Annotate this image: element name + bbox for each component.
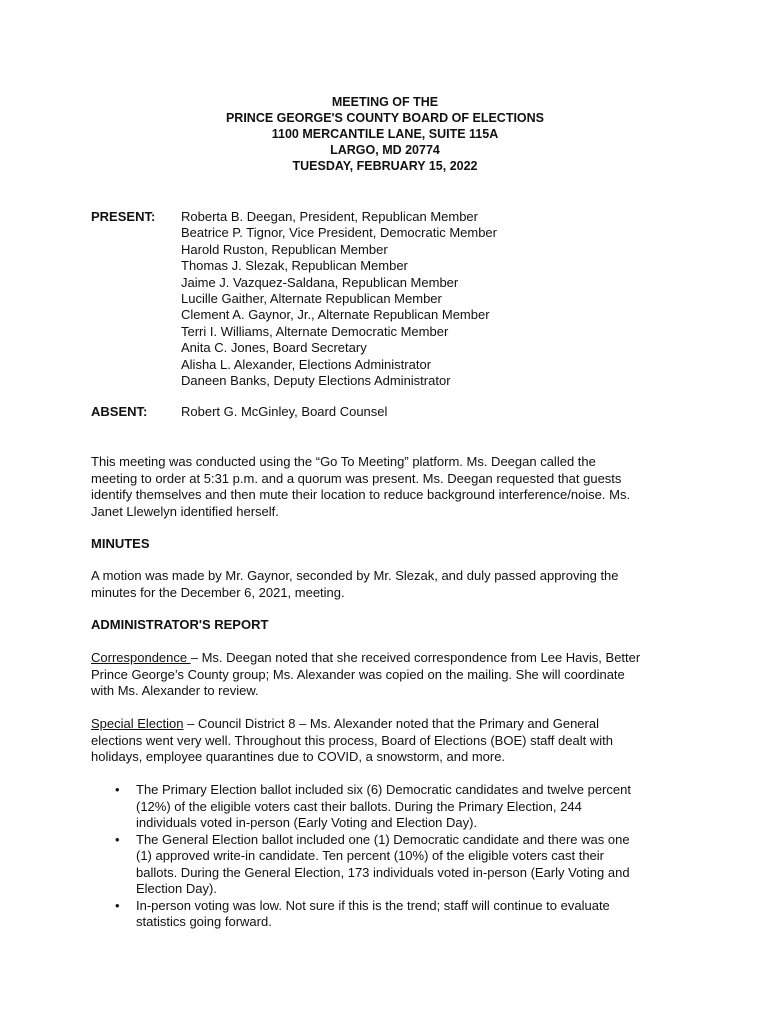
- present-member: Thomas J. Slezak, Republican Member: [181, 258, 408, 274]
- special-election-text: – Council District 8 – Ms. Alexander noted that the Primary and General: [183, 716, 599, 731]
- absent-list: [181, 404, 387, 420]
- intro-line: identify themselves and then mute their location to reduce background interference/noise. Ms.: [91, 487, 631, 502]
- bullet-line: The Primary Election ballot included six (6) Democratic candidates and twelve percent: [136, 782, 631, 797]
- bullet-line: The General Election ballot included one (1) Democratic candidate and there was one: [136, 831, 630, 847]
- present-member: Lucille Gaither, Alternate Republican Member: [181, 290, 442, 306]
- correspondence-first-line: [91, 650, 681, 667]
- minutes-line: minutes for the December 6, 2021, meeting.: [91, 584, 345, 600]
- present-label: PRESENT:: [91, 209, 156, 224]
- header-line-3: 1100 MERCANTILE LANE, SUITE 115A: [271, 127, 499, 141]
- correspondence-text: – Ms. Deegan noted that she received correspondence from Lee Havis, Better: [190, 650, 641, 665]
- header-line-4: LARGO, MD 20774: [330, 143, 440, 157]
- minutes-line: A motion was made by Mr. Gaynor, seconded by Mr. Slezak, and duly passed approving the: [91, 568, 619, 583]
- header-line-2: PRINCE GEORGE'S COUNTY BOARD OF ELECTIONS: [225, 111, 545, 125]
- present-member: Anita C. Jones, Board Secretary: [181, 340, 367, 356]
- correspondence-title: Correspondence: [91, 650, 191, 665]
- present-member: Clement A. Gaynor, Jr., Alternate Republican Member: [181, 307, 490, 323]
- bullet-line: (12%) of the eligible voters cast their ballots. During the Primary Election, 244: [136, 798, 582, 814]
- header-line-5: TUESDAY, FEBRUARY 15, 2022: [292, 159, 478, 173]
- bullet-line: In-person voting was low. Not sure if this is the trend; staff will continue to evaluate: [136, 897, 610, 913]
- special-election-line: holidays, employee quarantines due to COVID, a snowstorm, and more.: [91, 749, 506, 764]
- special-election-title: Special Election: [91, 716, 184, 731]
- intro-paragraph: [91, 454, 681, 520]
- bullet-icon: •: [115, 782, 120, 797]
- bullet-line: Election Day).: [136, 881, 217, 896]
- bullet-line: (1) approved write-in candidate. Ten percent (10%) of the eligible voters cast their: [136, 848, 605, 863]
- admin-report-heading: ADMINISTRATOR'S REPORT: [91, 617, 269, 632]
- minutes-heading: MINUTES: [91, 536, 150, 551]
- present-list: [181, 209, 497, 389]
- present-member: Harold Ruston, Republican Member: [181, 241, 388, 257]
- special-election-line: elections went very well. Throughout this process, Board of Elections (BOE) staff dealt with: [91, 732, 613, 748]
- absent-member: Robert G. McGinley, Board Counsel: [181, 404, 388, 419]
- present-member: Jaime J. Vazquez-Saldana, Republican Member: [181, 274, 459, 290]
- bullet-item: [91, 782, 681, 832]
- present-member: Beatrice P. Tignor, Vice President, Democratic Member: [181, 225, 497, 241]
- intro-line: meeting to order at 5:31 p.m. and a quorum was present. Ms. Deegan requested that guests: [91, 470, 622, 486]
- special-election-paragraph: [91, 716, 681, 766]
- correspondence-line: with Ms. Alexander to review.: [91, 683, 259, 698]
- bullet-line: individuals voted in-person (Early Voting and Election Day).: [136, 815, 478, 830]
- bullet-line: ballots. During the General Election, 173 individuals voted in-person (Early Voting and: [136, 864, 630, 880]
- present-member: Alisha L. Alexander, Elections Administrator: [181, 356, 432, 372]
- bullet-icon: •: [115, 897, 120, 913]
- absent-label: ABSENT:: [91, 404, 148, 419]
- intro-line: This meeting was conducted using the “Go To Meeting” platform. Ms. Deegan called the: [91, 454, 596, 469]
- correspondence-paragraph: [91, 650, 681, 700]
- meeting-header: [0, 94, 770, 174]
- intro-line: Janet Llewelyn identified herself.: [91, 503, 279, 519]
- minutes-paragraph: [91, 568, 681, 601]
- bullet-item: [91, 832, 681, 898]
- present-member: Terri I. Williams, Alternate Democratic Member: [181, 323, 449, 339]
- special-election-first-line: [91, 716, 681, 733]
- correspondence-line: Prince George’s County group; Ms. Alexander was copied on the mailing. She will coordinate: [91, 666, 625, 682]
- present-member: Roberta B. Deegan, President, Republican Member: [181, 209, 478, 224]
- bullet-item: [91, 898, 681, 931]
- header-line-1: MEETING OF THE: [331, 95, 439, 109]
- bullet-line: statistics going forward.: [136, 914, 272, 929]
- election-bullet-list: [91, 782, 681, 931]
- bullet-icon: •: [115, 831, 120, 847]
- present-member: Daneen Banks, Deputy Elections Administrator: [181, 372, 451, 388]
